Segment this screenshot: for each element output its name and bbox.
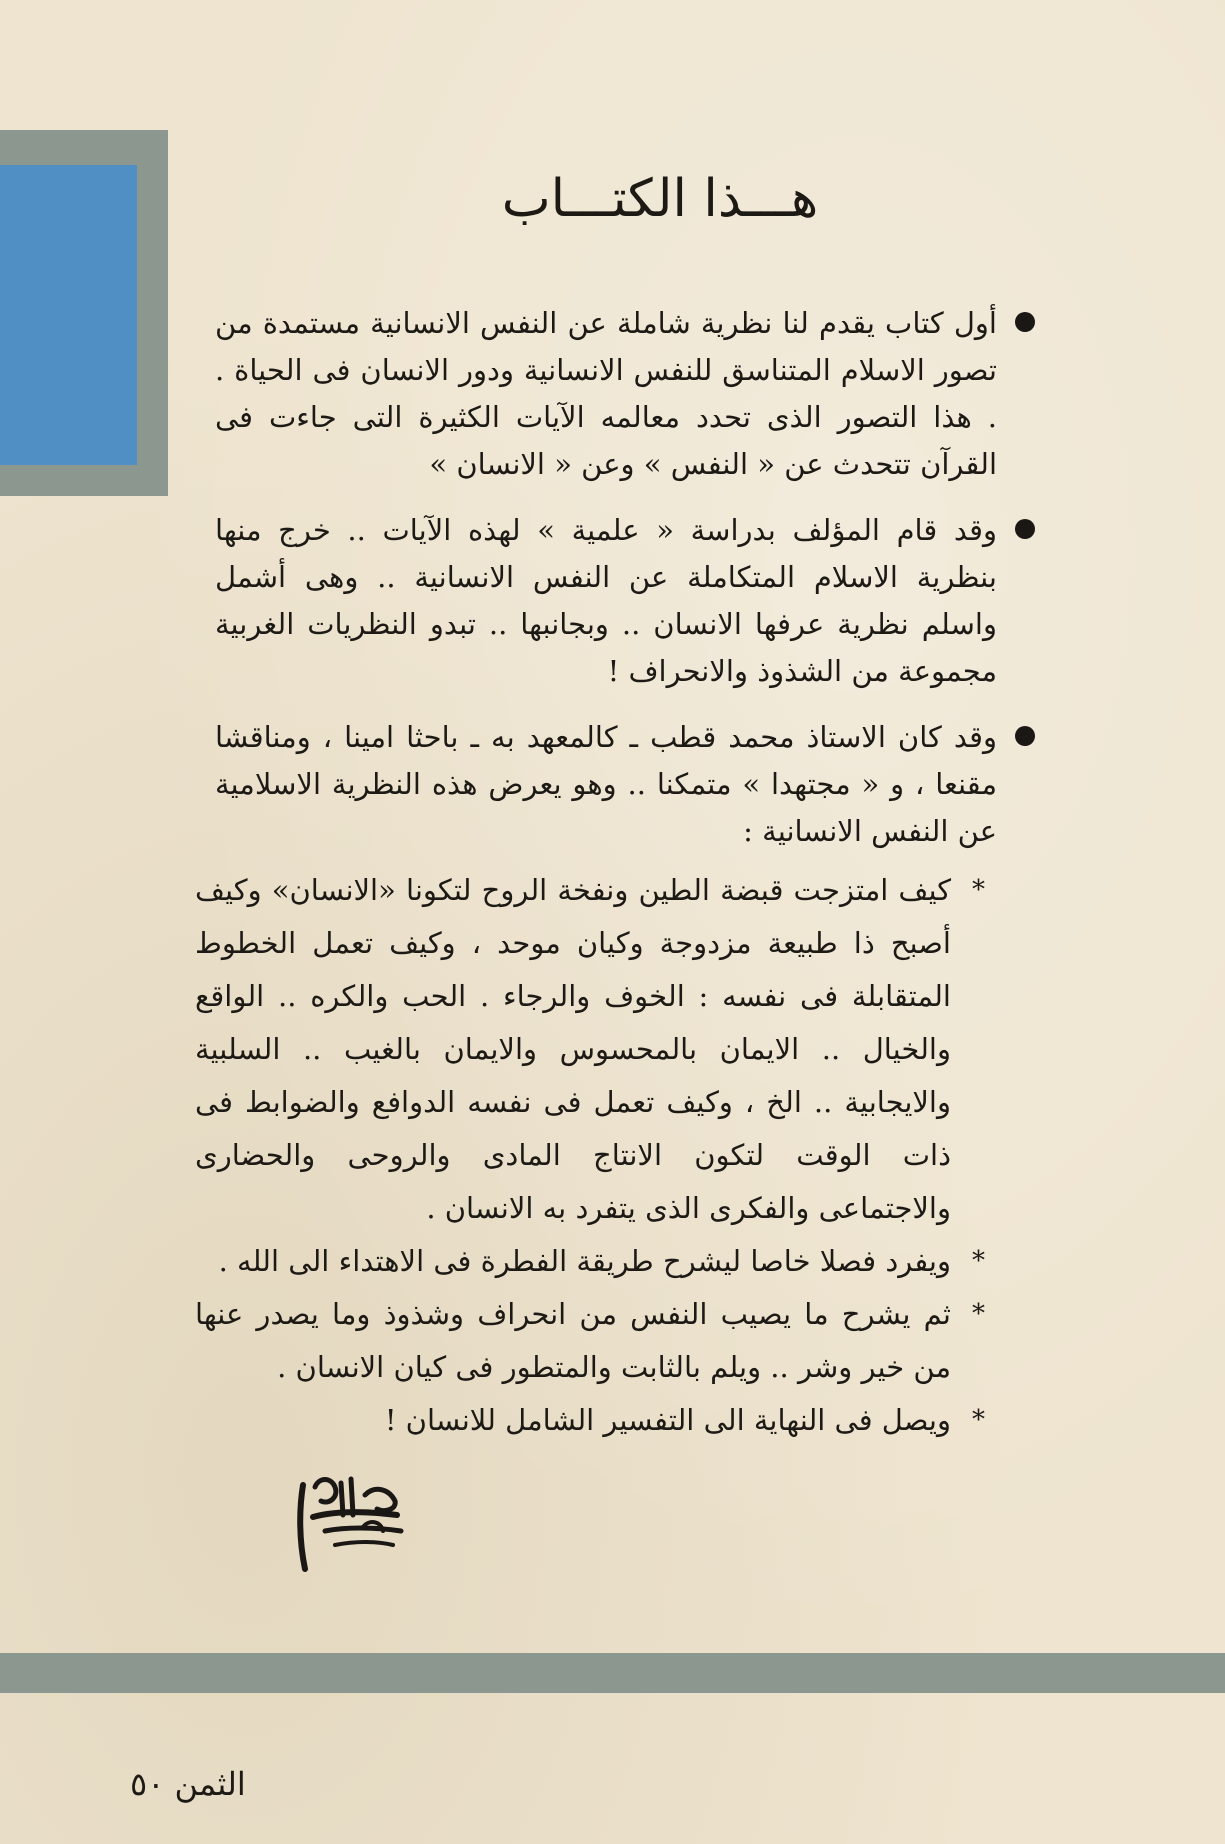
bullet-dot-icon [1015,519,1035,539]
paragraph-3 [215,714,1035,855]
list-item [195,1288,985,1394]
feature-list [195,864,985,1447]
author-signature [285,1465,415,1575]
blue-side-block [0,165,137,465]
paragraph-1 [215,300,1035,488]
paragraph-3-text: وقد كان الاستاذ محمد قطب ـ كالمعهد به ـ باحثا امينا ، ومناقشا مقنعا ، و « مجتهدا » متمكنا .. وهو يعرض هذه النظرية الاسلامية عن النفس الانسانية : [215,720,997,848]
asterisk-icon: * [972,1299,985,1329]
list-item-text: كيف امتزجت قبضة الطين ونفخة الروح لتكونا «الانسان» وكيف أصبح ذا طبيعة مزدوجة وكيان موحد ، وكيف تعمل الخطوط المتقابلة فى نفسه : الخوف والرجاء . الحب والكره .. الواقع والخيال .. الايمان بالمحسوس والايمان بالغيب .. السلبية والايجابية .. الخ ، وكيف تعمل فى نفسه الدوافع والضوابط فى ذات الوقت لتكون الانتاج المادى والروحى والحضارى والاجتماعى والفكرى الذى يتفرد به الانسان . [195,873,951,1225]
asterisk-icon: * [972,1405,985,1435]
asterisk-icon: * [972,875,985,905]
paragraph-2-text: وقد قام المؤلف بدراسة « علمية » لهذه الآيات .. خرج منها بنظرية الاسلام المتكاملة عن النفس الانسانية .. وهى أشمل واسلم نظرية عرفها الانسان .. وبجانبها .. تبدو النظريات الغربية مجموعة من الشذوذ والانحراف ! [215,513,997,688]
list-item-text: ويصل فى النهاية الى التفسير الشامل للانسان ! [384,1403,951,1437]
list-item [195,1394,985,1447]
asterisk-icon: * [972,1246,985,1276]
paragraph-1-text: أول كتاب يقدم لنا نظرية شاملة عن النفس الانسانية مستمدة من تصور الاسلام المتناسق للنفس الانسانية ودور الانسان فى الحياة . . هذا التصور الذى تحدد معالمه الآيات الكثيرة التى جاءت فى القرآن تتحدث عن « النفس » وعن « الانسان » [215,306,997,481]
bullet-dot-icon [1015,312,1035,332]
list-item-text: ويفرد فصلا خاصا ليشرح طريقة الفطرة فى الاهتداء الى الله . [218,1244,951,1278]
paragraph-2 [215,507,1035,695]
list-item [195,1235,985,1288]
gray-bottom-band [0,1653,1225,1693]
list-item-text: ثم يشرح ما يصيب النفس من انحراف وشذوذ وما يصدر عنها من خير وشر .. ويلم بالثابت والمتطور فى كيان الانسان . [195,1297,951,1384]
list-item [195,864,985,1235]
page-title: هـــذا الكتـــاب [501,169,819,229]
price-label: الثمن ٥٠ [130,1765,246,1803]
bullet-dot-icon [1015,726,1035,746]
